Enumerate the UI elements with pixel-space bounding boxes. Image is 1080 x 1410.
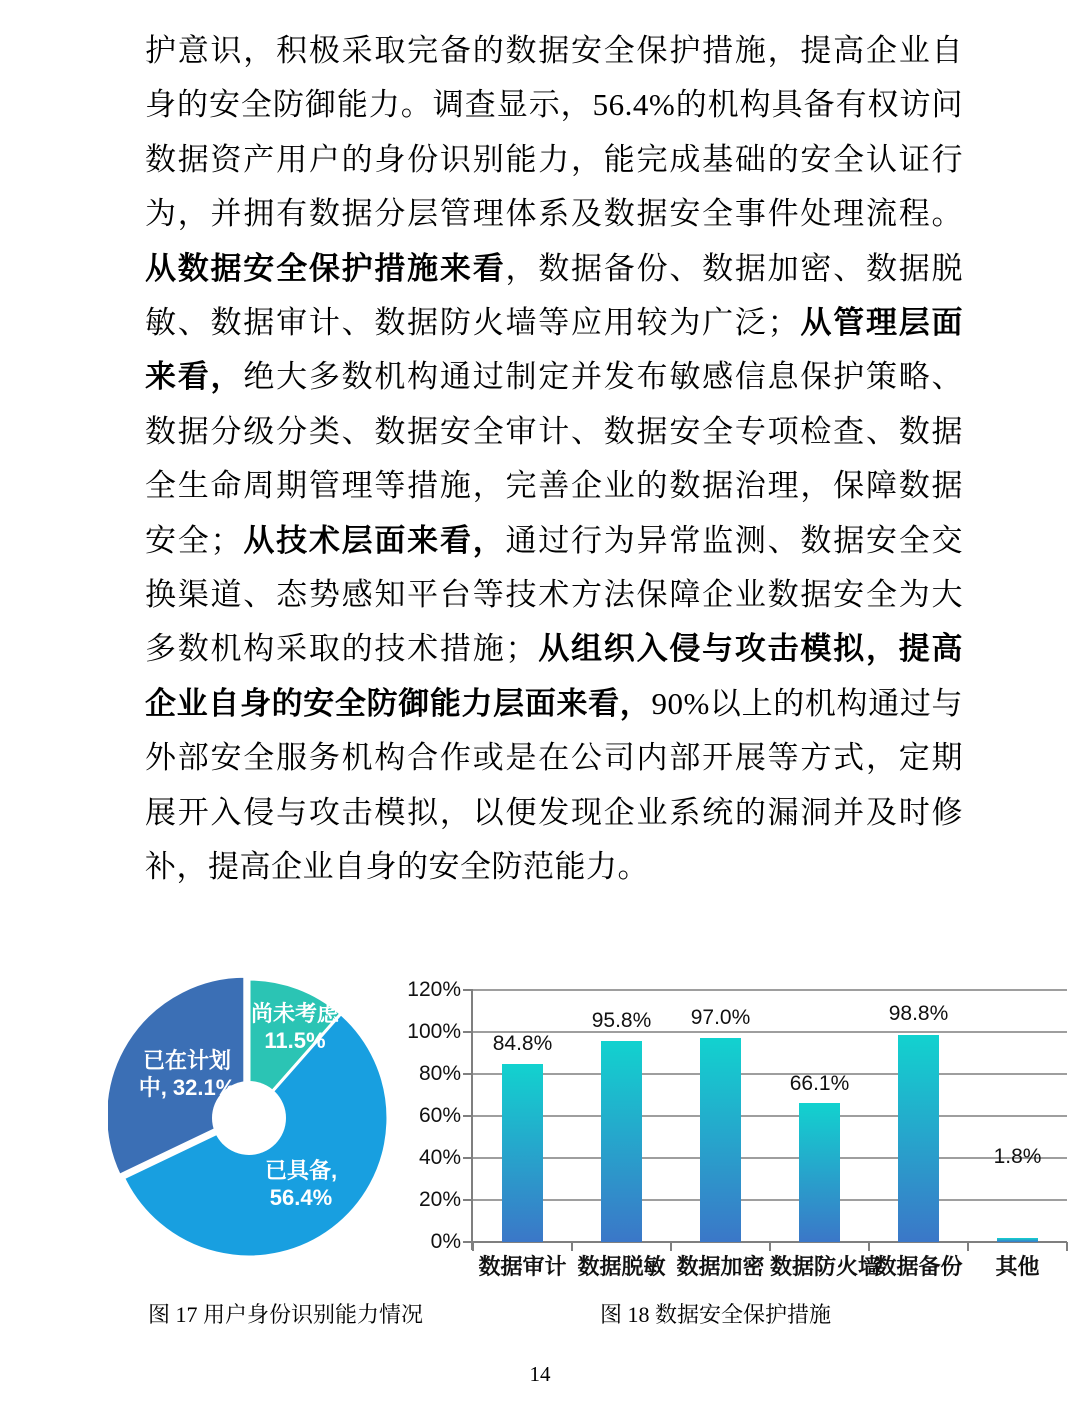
x-axis-label: 数据加密 <box>676 1254 765 1279</box>
x-axis-label: 数据脱敏 <box>577 1254 666 1279</box>
body-text-segment: 从组织入侵与攻击模拟，提高企业自身的安全防御能力层面来看， <box>145 631 964 721</box>
y-axis-label: 40% <box>418 1146 461 1169</box>
bar-data-label: 98.8% <box>888 1002 949 1026</box>
bar-data-label: 66.1% <box>789 1071 850 1095</box>
gridline <box>473 1115 1067 1117</box>
body-text-segment: 通过行为异常监测、数据安全交换渠道、态势感知平台等技术方法保障企业数据安全为大多数机构采取的技术措施； <box>145 522 964 667</box>
bar-data-label: 1.8% <box>993 1145 1042 1168</box>
y-axis-label: 20% <box>418 1188 461 1211</box>
bar-数据备份 <box>898 1035 939 1242</box>
y-axis-label: 100% <box>407 1020 461 1043</box>
x-axis-label: 数据备份 <box>874 1254 963 1279</box>
x-axis-label: 数据防火墙 <box>770 1254 881 1279</box>
body-text-segment: 护意识，积极采取完备的数据安全保护措施，提高企业自身的安全防御能力。调查显示，56.4%的机构具备有权访问数据资产用户的身份识别能力，能完成基础的安全认证行为，并拥有数据分层管理体系及数据安全事件处理流程。 <box>145 33 963 232</box>
body-text-segment: 绝大多数机构通过制定并发布敏感信息保护策略、数据分级分类、数据安全审计、数据安全专项检查、数据全生命周期管理等措施，完善企业的数据治理，保障数据安全； <box>145 359 963 558</box>
y-axis-label: 120% <box>407 978 461 1001</box>
figure-17-caption: 图 17 用户身份识别能力情况 <box>148 1302 424 1327</box>
pie-chart-identity-capability <box>108 976 392 1262</box>
pie-data-label: 已具备, 56.4% <box>264 1158 338 1210</box>
figure-18-caption: 图 18 数据安全保护措施 <box>600 1302 832 1327</box>
body-paragraph <box>145 24 963 895</box>
y-axis-label: 0% <box>430 1230 461 1253</box>
y-axis-line <box>471 990 473 1250</box>
bar-数据防火墙 <box>799 1103 840 1242</box>
body-text-segment: 90%以上的机构通过与外部安全服务机构合作或是在公司内部开展等方式，定期展开入侵与攻击模拟，以便发现企业系统的漏洞并及时修补，提高企业自身的安全防范能力。 <box>145 685 963 885</box>
bar-数据加密 <box>700 1038 741 1242</box>
bar-data-label: 95.8% <box>591 1008 652 1032</box>
gridline <box>473 989 1067 991</box>
body-text-segment: 从管理层面来看， <box>145 305 964 395</box>
body-text-segment: 从技术层面来看， <box>242 522 506 558</box>
x-axis-label: 其他 <box>995 1254 1040 1279</box>
bar-data-label: 84.8% <box>492 1031 553 1055</box>
y-axis-label: 80% <box>418 1062 461 1085</box>
page-number: 14 <box>529 1362 551 1386</box>
y-axis-label: 60% <box>418 1104 461 1127</box>
bar-数据审计 <box>502 1064 543 1242</box>
bar-其他 <box>997 1238 1038 1242</box>
bar-data-label: 97.0% <box>690 1006 751 1030</box>
gridline <box>473 1199 1067 1201</box>
pie-data-label: 尚未考虑 11.5% <box>250 1001 340 1053</box>
pie-data-label: 已在计划 中, 32.1% <box>138 1048 236 1100</box>
body-text-segment: ，数据备份、数据加密、数据脱敏、数据审计、数据防火墙等应用较为广泛； <box>145 250 964 341</box>
bar-chart-protection-measures <box>407 978 1067 1279</box>
x-axis-label: 数据审计 <box>478 1254 567 1279</box>
bar-数据脱敏 <box>601 1041 642 1242</box>
body-text-segment: 从数据安全保护措施来看 <box>145 250 506 286</box>
